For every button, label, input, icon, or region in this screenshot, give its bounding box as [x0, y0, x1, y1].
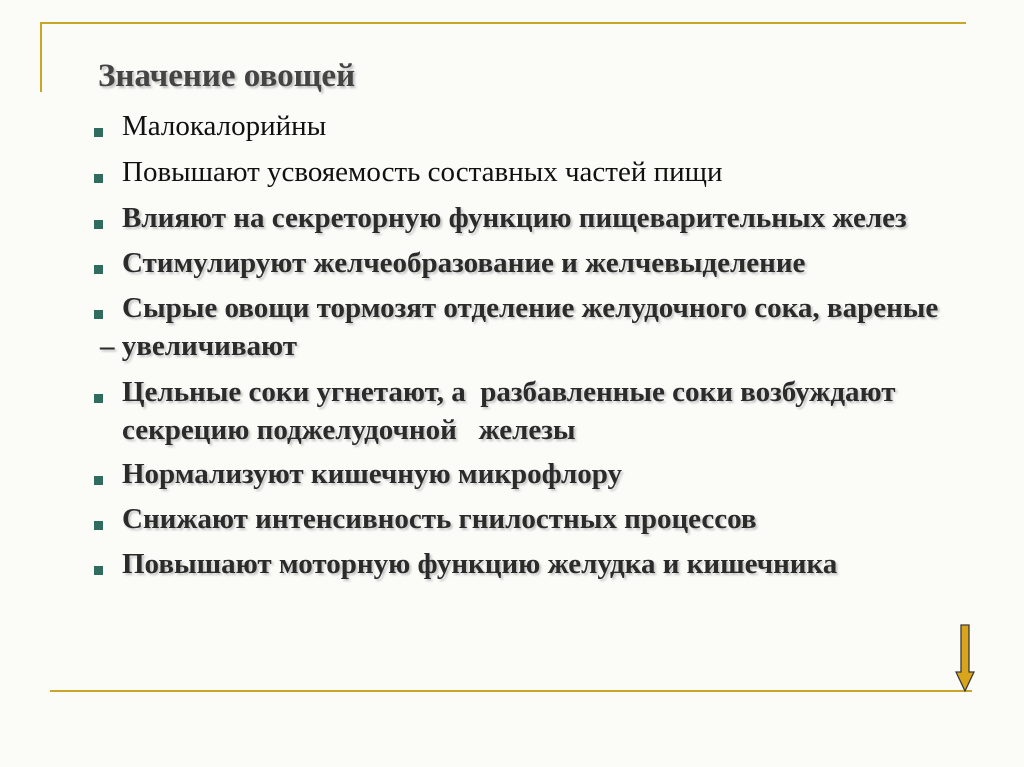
list-item-text: Снижают интенсивность гнилостных процессов	[122, 503, 757, 535]
bullet-marker	[94, 566, 103, 575]
bullet-marker	[94, 521, 103, 530]
bullet-marker	[94, 310, 103, 319]
bullet-marker	[94, 265, 103, 274]
list-item-text: Повышают усвояемость составных частей пищи	[122, 156, 723, 188]
slide-title: Значение овощей	[98, 58, 356, 94]
list-item-text: Повышают моторную функцию желудка и кишечника	[122, 548, 838, 580]
bullet-marker	[94, 394, 103, 403]
list-item-text-line2: секрецию поджелудочной железы	[122, 414, 576, 446]
bullet-marker	[94, 128, 103, 137]
list-item-text-line1: Сырые овощи тормозят отделение желудочного сока, вареные	[122, 292, 939, 324]
down-arrow-shape	[956, 625, 974, 691]
list-item-text: Малокалорийны	[122, 110, 327, 142]
bullet-marker	[94, 174, 103, 183]
list-item-text-line1: Цельные соки угнетают, а разбавленные соки возбуждают	[122, 376, 896, 408]
down-arrow-icon[interactable]	[955, 624, 975, 692]
bullet-marker	[94, 476, 103, 485]
list-item-text-line2: – увеличивают	[100, 330, 298, 362]
list-item-text: Стимулируют желчеобразование и желчевыделение	[122, 247, 806, 279]
list-item-text: Нормализуют кишечную микрофлору	[122, 458, 623, 490]
list-item-text: Влияют на секреторную функцию пищеварительных желез	[122, 202, 907, 234]
bullet-marker	[94, 220, 103, 229]
